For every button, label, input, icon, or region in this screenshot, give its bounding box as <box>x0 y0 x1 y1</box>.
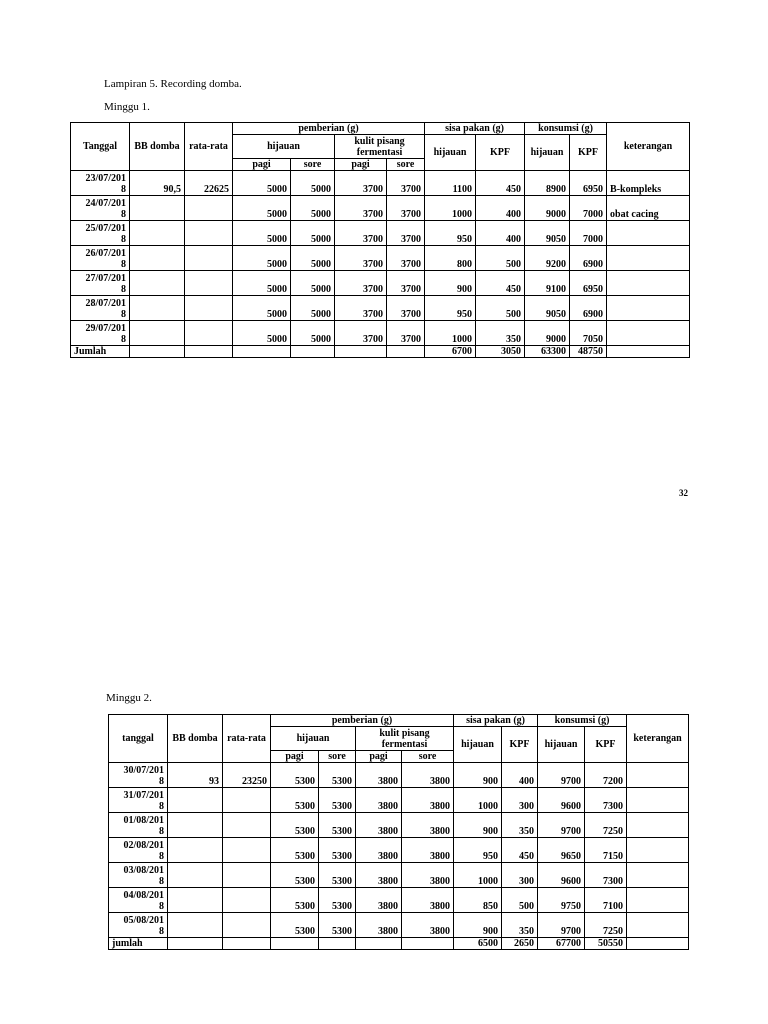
bb-cell: 90,5 <box>130 171 185 196</box>
week2-recording-table <box>108 714 689 950</box>
header-keterangan: keterangan <box>607 123 690 171</box>
konsumsi-hijauan-cell: 8900 <box>525 171 570 196</box>
keterangan-cell <box>627 913 689 938</box>
header-sisa-kpf: KPF <box>502 727 538 763</box>
empty-cell <box>271 938 319 950</box>
rata-rata-cell <box>185 271 233 296</box>
keterangan-cell <box>607 246 690 271</box>
date-cell <box>109 813 168 838</box>
sisa-hijauan-cell: 900 <box>454 763 502 788</box>
header-konsumsi-kpf: KPF <box>585 727 627 763</box>
header-pemberian: pemberian (g) <box>233 123 425 135</box>
sisa-kpf-cell: 350 <box>476 321 525 346</box>
konsumsi-kpf-cell: 7050 <box>570 321 607 346</box>
date-line-2: 8 <box>159 926 164 937</box>
hijauan-pagi-cell: 5300 <box>271 813 319 838</box>
total-sisa-kpf: 3050 <box>476 346 525 358</box>
rata-rata-cell: 22625 <box>185 171 233 196</box>
keterangan-cell <box>607 296 690 321</box>
hijauan-pagi-cell: 5000 <box>233 221 291 246</box>
date-line-2: 8 <box>121 284 126 295</box>
konsumsi-hijauan-cell: 9000 <box>525 321 570 346</box>
date-line-1: 01/08/201 <box>123 815 164 826</box>
konsumsi-hijauan-cell: 9700 <box>538 813 585 838</box>
kulit-pagi-cell: 3800 <box>356 888 402 913</box>
keterangan-cell <box>607 321 690 346</box>
week1-recording-table <box>70 122 690 358</box>
konsumsi-kpf-cell: 7300 <box>585 788 627 813</box>
keterangan-cell: obat cacing <box>607 196 690 221</box>
date-line-1: 24/07/201 <box>85 198 126 209</box>
kulit-pagi-cell: 3800 <box>356 863 402 888</box>
hijauan-pagi-cell: 5000 <box>233 296 291 321</box>
table-row <box>109 913 689 938</box>
header-rata-rata: rata-rata <box>185 123 233 171</box>
table-body <box>109 715 689 950</box>
bb-cell <box>168 863 223 888</box>
date-line-1: 31/07/201 <box>123 790 164 801</box>
sisa-kpf-cell: 500 <box>502 888 538 913</box>
date-cell <box>109 913 168 938</box>
header-date: tanggal <box>109 715 168 763</box>
empty-cell <box>402 938 454 950</box>
date-line-2: 8 <box>121 234 126 245</box>
kulit-sore-cell: 3800 <box>402 888 454 913</box>
sisa-kpf-cell: 500 <box>476 246 525 271</box>
date-cell <box>71 196 130 221</box>
date-line-2: 8 <box>159 876 164 887</box>
table-row <box>71 171 690 196</box>
date-line-1: 26/07/201 <box>85 248 126 259</box>
hijauan-sore-cell: 5000 <box>291 171 335 196</box>
total-label: jumlah <box>109 938 168 950</box>
empty-cell <box>319 938 356 950</box>
table-row <box>71 246 690 271</box>
rata-rata-cell: 23250 <box>223 763 271 788</box>
date-line-2: 8 <box>121 309 126 320</box>
bb-cell <box>130 271 185 296</box>
sisa-kpf-cell: 400 <box>502 763 538 788</box>
header-kulit-pisang: kulit pisang fermentasi <box>356 727 454 751</box>
bb-cell: 93 <box>168 763 223 788</box>
header-konsumsi: konsumsi (g) <box>525 123 607 135</box>
rata-rata-cell <box>223 863 271 888</box>
keterangan-cell <box>627 838 689 863</box>
hijauan-sore-cell: 5000 <box>291 246 335 271</box>
kulit-sore-cell: 3700 <box>387 271 425 296</box>
table-row <box>109 788 689 813</box>
total-row <box>109 938 689 950</box>
kulit-sore-cell: 3800 <box>402 813 454 838</box>
bb-cell <box>130 321 185 346</box>
kulit-sore-cell: 3800 <box>402 838 454 863</box>
sisa-kpf-cell: 350 <box>502 913 538 938</box>
kulit-pagi-cell: 3800 <box>356 913 402 938</box>
date-line-1: 05/08/201 <box>123 915 164 926</box>
rata-rata-cell <box>223 913 271 938</box>
keterangan-cell <box>607 221 690 246</box>
date-line-1: 23/07/201 <box>85 173 126 184</box>
kulit-sore-cell: 3700 <box>387 321 425 346</box>
kulit-sore-cell: 3800 <box>402 763 454 788</box>
keterangan-cell <box>627 888 689 913</box>
header-hijauan-sore: sore <box>319 751 356 763</box>
date-line-1: 04/08/201 <box>123 890 164 901</box>
rata-rata-cell <box>223 788 271 813</box>
date-cell <box>71 171 130 196</box>
sisa-hijauan-cell: 1000 <box>454 788 502 813</box>
empty-cell <box>627 938 689 950</box>
sisa-hijauan-cell: 1000 <box>425 321 476 346</box>
sisa-hijauan-cell: 850 <box>454 888 502 913</box>
header-keterangan: keterangan <box>627 715 689 763</box>
hijauan-sore-cell: 5300 <box>319 863 356 888</box>
date-line-1: 30/07/201 <box>123 765 164 776</box>
keterangan-cell <box>627 813 689 838</box>
konsumsi-hijauan-cell: 9050 <box>525 296 570 321</box>
sisa-hijauan-cell: 950 <box>454 838 502 863</box>
kulit-sore-cell: 3800 <box>402 788 454 813</box>
table-row <box>71 321 690 346</box>
header-sisa-kpf: KPF <box>476 135 525 171</box>
date-line-2: 8 <box>159 851 164 862</box>
header-date: Tanggal <box>71 123 130 171</box>
sisa-hijauan-cell: 950 <box>425 296 476 321</box>
total-sisa-hijauan: 6700 <box>425 346 476 358</box>
hijauan-pagi-cell: 5300 <box>271 863 319 888</box>
total-konsumsi-hijauan: 67700 <box>538 938 585 950</box>
bb-cell <box>130 296 185 321</box>
header-pemberian: pemberian (g) <box>271 715 454 727</box>
date-cell <box>109 863 168 888</box>
bb-cell <box>168 813 223 838</box>
date-cell <box>71 296 130 321</box>
konsumsi-kpf-cell: 7000 <box>570 196 607 221</box>
date-line-2: 8 <box>121 184 126 195</box>
kulit-pagi-cell: 3700 <box>335 221 387 246</box>
header-hijauan: hijauan <box>233 135 335 159</box>
rata-rata-cell <box>223 813 271 838</box>
table-row <box>109 763 689 788</box>
konsumsi-hijauan-cell: 9700 <box>538 763 585 788</box>
kulit-pagi-cell: 3700 <box>335 321 387 346</box>
kulit-sore-cell: 3700 <box>387 246 425 271</box>
header-konsumsi-hijauan: hijauan <box>538 727 585 763</box>
sisa-kpf-cell: 400 <box>476 196 525 221</box>
rata-rata-cell <box>223 888 271 913</box>
bb-cell <box>130 196 185 221</box>
header-hijauan-sore: sore <box>291 159 335 171</box>
hijauan-sore-cell: 5300 <box>319 763 356 788</box>
hijauan-pagi-cell: 5000 <box>233 196 291 221</box>
header-sisa-hijauan: hijauan <box>454 727 502 763</box>
sisa-hijauan-cell: 1000 <box>454 863 502 888</box>
week1-label: Minggu 1. <box>104 101 150 113</box>
date-line-2: 8 <box>121 209 126 220</box>
hijauan-pagi-cell: 5300 <box>271 913 319 938</box>
page-number: 32 <box>679 488 688 498</box>
date-cell <box>71 321 130 346</box>
bb-cell <box>168 838 223 863</box>
table-row <box>109 838 689 863</box>
total-konsumsi-hijauan: 63300 <box>525 346 570 358</box>
header-konsumsi-kpf: KPF <box>570 135 607 171</box>
hijauan-sore-cell: 5000 <box>291 321 335 346</box>
sisa-hijauan-cell: 800 <box>425 246 476 271</box>
kulit-pagi-cell: 3700 <box>335 271 387 296</box>
date-cell <box>109 838 168 863</box>
kulit-pagi-cell: 3700 <box>335 171 387 196</box>
appendix-heading: Lampiran 5. Recording domba. <box>104 78 242 90</box>
kulit-sore-cell: 3800 <box>402 913 454 938</box>
konsumsi-kpf-cell: 7000 <box>570 221 607 246</box>
sisa-kpf-cell: 450 <box>476 271 525 296</box>
rata-rata-cell <box>185 196 233 221</box>
table-row <box>109 888 689 913</box>
hijauan-pagi-cell: 5300 <box>271 888 319 913</box>
date-line-1: 29/07/201 <box>85 323 126 334</box>
konsumsi-kpf-cell: 6950 <box>570 271 607 296</box>
table-row <box>71 221 690 246</box>
hijauan-sore-cell: 5300 <box>319 913 356 938</box>
header-bb-domba: BB domba <box>130 123 185 171</box>
header-sisa-hijauan: hijauan <box>425 135 476 171</box>
kulit-sore-cell: 3700 <box>387 296 425 321</box>
sisa-kpf-cell: 300 <box>502 863 538 888</box>
kulit-pagi-cell: 3800 <box>356 813 402 838</box>
konsumsi-hijauan-cell: 9000 <box>525 196 570 221</box>
kulit-pagi-cell: 3700 <box>335 296 387 321</box>
konsumsi-hijauan-cell: 9600 <box>538 863 585 888</box>
empty-cell <box>335 346 387 358</box>
hijauan-sore-cell: 5300 <box>319 838 356 863</box>
table-row <box>109 863 689 888</box>
date-line-2: 8 <box>121 259 126 270</box>
rata-rata-cell <box>185 321 233 346</box>
konsumsi-kpf-cell: 6900 <box>570 296 607 321</box>
header-hijauan-pagi: pagi <box>233 159 291 171</box>
header-hijauan-pagi: pagi <box>271 751 319 763</box>
konsumsi-kpf-cell: 7250 <box>585 813 627 838</box>
bb-cell <box>130 221 185 246</box>
date-cell <box>71 221 130 246</box>
hijauan-sore-cell: 5000 <box>291 271 335 296</box>
konsumsi-kpf-cell: 6900 <box>570 246 607 271</box>
date-line-1: 28/07/201 <box>85 298 126 309</box>
konsumsi-kpf-cell: 7200 <box>585 763 627 788</box>
header-kulit-pagi: pagi <box>335 159 387 171</box>
table-body <box>71 123 690 358</box>
total-label: Jumlah <box>71 346 130 358</box>
konsumsi-hijauan-cell: 9650 <box>538 838 585 863</box>
rata-rata-cell <box>185 246 233 271</box>
hijauan-pagi-cell: 5300 <box>271 763 319 788</box>
keterangan-cell <box>607 271 690 296</box>
total-sisa-hijauan: 6500 <box>454 938 502 950</box>
konsumsi-kpf-cell: 7100 <box>585 888 627 913</box>
hijauan-pagi-cell: 5000 <box>233 271 291 296</box>
empty-cell <box>130 346 185 358</box>
date-line-2: 8 <box>159 826 164 837</box>
empty-cell <box>607 346 690 358</box>
rata-rata-cell <box>185 221 233 246</box>
hijauan-sore-cell: 5000 <box>291 196 335 221</box>
keterangan-cell <box>627 863 689 888</box>
konsumsi-kpf-cell: 6950 <box>570 171 607 196</box>
date-line-1: 27/07/201 <box>85 273 126 284</box>
konsumsi-kpf-cell: 7250 <box>585 913 627 938</box>
table-row <box>71 196 690 221</box>
konsumsi-kpf-cell: 7150 <box>585 838 627 863</box>
konsumsi-hijauan-cell: 9200 <box>525 246 570 271</box>
konsumsi-hijauan-cell: 9750 <box>538 888 585 913</box>
sisa-kpf-cell: 350 <box>502 813 538 838</box>
hijauan-pagi-cell: 5000 <box>233 246 291 271</box>
empty-cell <box>223 938 271 950</box>
sisa-hijauan-cell: 1100 <box>425 171 476 196</box>
empty-cell <box>356 938 402 950</box>
empty-cell <box>387 346 425 358</box>
bb-cell <box>168 913 223 938</box>
rata-rata-cell <box>185 296 233 321</box>
empty-cell <box>291 346 335 358</box>
table-row <box>109 813 689 838</box>
keterangan-cell <box>627 788 689 813</box>
hijauan-pagi-cell: 5300 <box>271 788 319 813</box>
sisa-kpf-cell: 300 <box>502 788 538 813</box>
total-konsumsi-kpf: 48750 <box>570 346 607 358</box>
empty-cell <box>233 346 291 358</box>
hijauan-sore-cell: 5300 <box>319 888 356 913</box>
date-cell <box>109 763 168 788</box>
header-kulit-sore: sore <box>387 159 425 171</box>
hijauan-sore-cell: 5300 <box>319 788 356 813</box>
hijauan-pagi-cell: 5300 <box>271 838 319 863</box>
date-cell <box>71 271 130 296</box>
hijauan-pagi-cell: 5000 <box>233 321 291 346</box>
kulit-pagi-cell: 3700 <box>335 246 387 271</box>
date-cell <box>71 246 130 271</box>
sisa-hijauan-cell: 950 <box>425 221 476 246</box>
sisa-hijauan-cell: 900 <box>454 813 502 838</box>
konsumsi-hijauan-cell: 9700 <box>538 913 585 938</box>
total-konsumsi-kpf: 50550 <box>585 938 627 950</box>
date-line-2: 8 <box>159 776 164 787</box>
date-line-1: 03/08/201 <box>123 865 164 876</box>
sisa-hijauan-cell: 1000 <box>425 196 476 221</box>
konsumsi-hijauan-cell: 9050 <box>525 221 570 246</box>
kulit-sore-cell: 3700 <box>387 221 425 246</box>
date-line-1: 25/07/201 <box>85 223 126 234</box>
total-row <box>71 346 690 358</box>
sisa-hijauan-cell: 900 <box>425 271 476 296</box>
bb-cell <box>168 888 223 913</box>
date-cell <box>109 888 168 913</box>
header-bb-domba: BB domba <box>168 715 223 763</box>
hijauan-pagi-cell: 5000 <box>233 171 291 196</box>
kulit-sore-cell: 3800 <box>402 863 454 888</box>
date-line-2: 8 <box>121 334 126 345</box>
bb-cell <box>168 788 223 813</box>
konsumsi-hijauan-cell: 9100 <box>525 271 570 296</box>
empty-cell <box>168 938 223 950</box>
hijauan-sore-cell: 5000 <box>291 296 335 321</box>
empty-cell <box>185 346 233 358</box>
hijauan-sore-cell: 5300 <box>319 813 356 838</box>
header-hijauan: hijauan <box>271 727 356 751</box>
kulit-pagi-cell: 3800 <box>356 788 402 813</box>
header-kulit-sore: sore <box>402 751 454 763</box>
kulit-pagi-cell: 3800 <box>356 763 402 788</box>
date-line-1: 02/08/201 <box>123 840 164 851</box>
kulit-pagi-cell: 3700 <box>335 196 387 221</box>
header-kulit-pagi: pagi <box>356 751 402 763</box>
header-sisa-pakan: sisa pakan (g) <box>454 715 538 727</box>
kulit-sore-cell: 3700 <box>387 171 425 196</box>
keterangan-cell: B-kompleks <box>607 171 690 196</box>
konsumsi-hijauan-cell: 9600 <box>538 788 585 813</box>
sisa-kpf-cell: 450 <box>502 838 538 863</box>
sisa-kpf-cell: 450 <box>476 171 525 196</box>
sisa-hijauan-cell: 900 <box>454 913 502 938</box>
date-line-2: 8 <box>159 801 164 812</box>
date-line-2: 8 <box>159 901 164 912</box>
header-sisa-pakan: sisa pakan (g) <box>425 123 525 135</box>
header-konsumsi-hijauan: hijauan <box>525 135 570 171</box>
sisa-kpf-cell: 400 <box>476 221 525 246</box>
table-row <box>71 296 690 321</box>
keterangan-cell <box>627 763 689 788</box>
bb-cell <box>130 246 185 271</box>
header-kulit-pisang: kulit pisang fermentasi <box>335 135 425 159</box>
hijauan-sore-cell: 5000 <box>291 221 335 246</box>
week2-label: Minggu 2. <box>106 692 152 704</box>
header-konsumsi: konsumsi (g) <box>538 715 627 727</box>
kulit-pagi-cell: 3800 <box>356 838 402 863</box>
total-sisa-kpf: 2650 <box>502 938 538 950</box>
header-rata-rata: rata-rata <box>223 715 271 763</box>
sisa-kpf-cell: 500 <box>476 296 525 321</box>
table-row <box>71 271 690 296</box>
kulit-sore-cell: 3700 <box>387 196 425 221</box>
rata-rata-cell <box>223 838 271 863</box>
date-cell <box>109 788 168 813</box>
konsumsi-kpf-cell: 7300 <box>585 863 627 888</box>
